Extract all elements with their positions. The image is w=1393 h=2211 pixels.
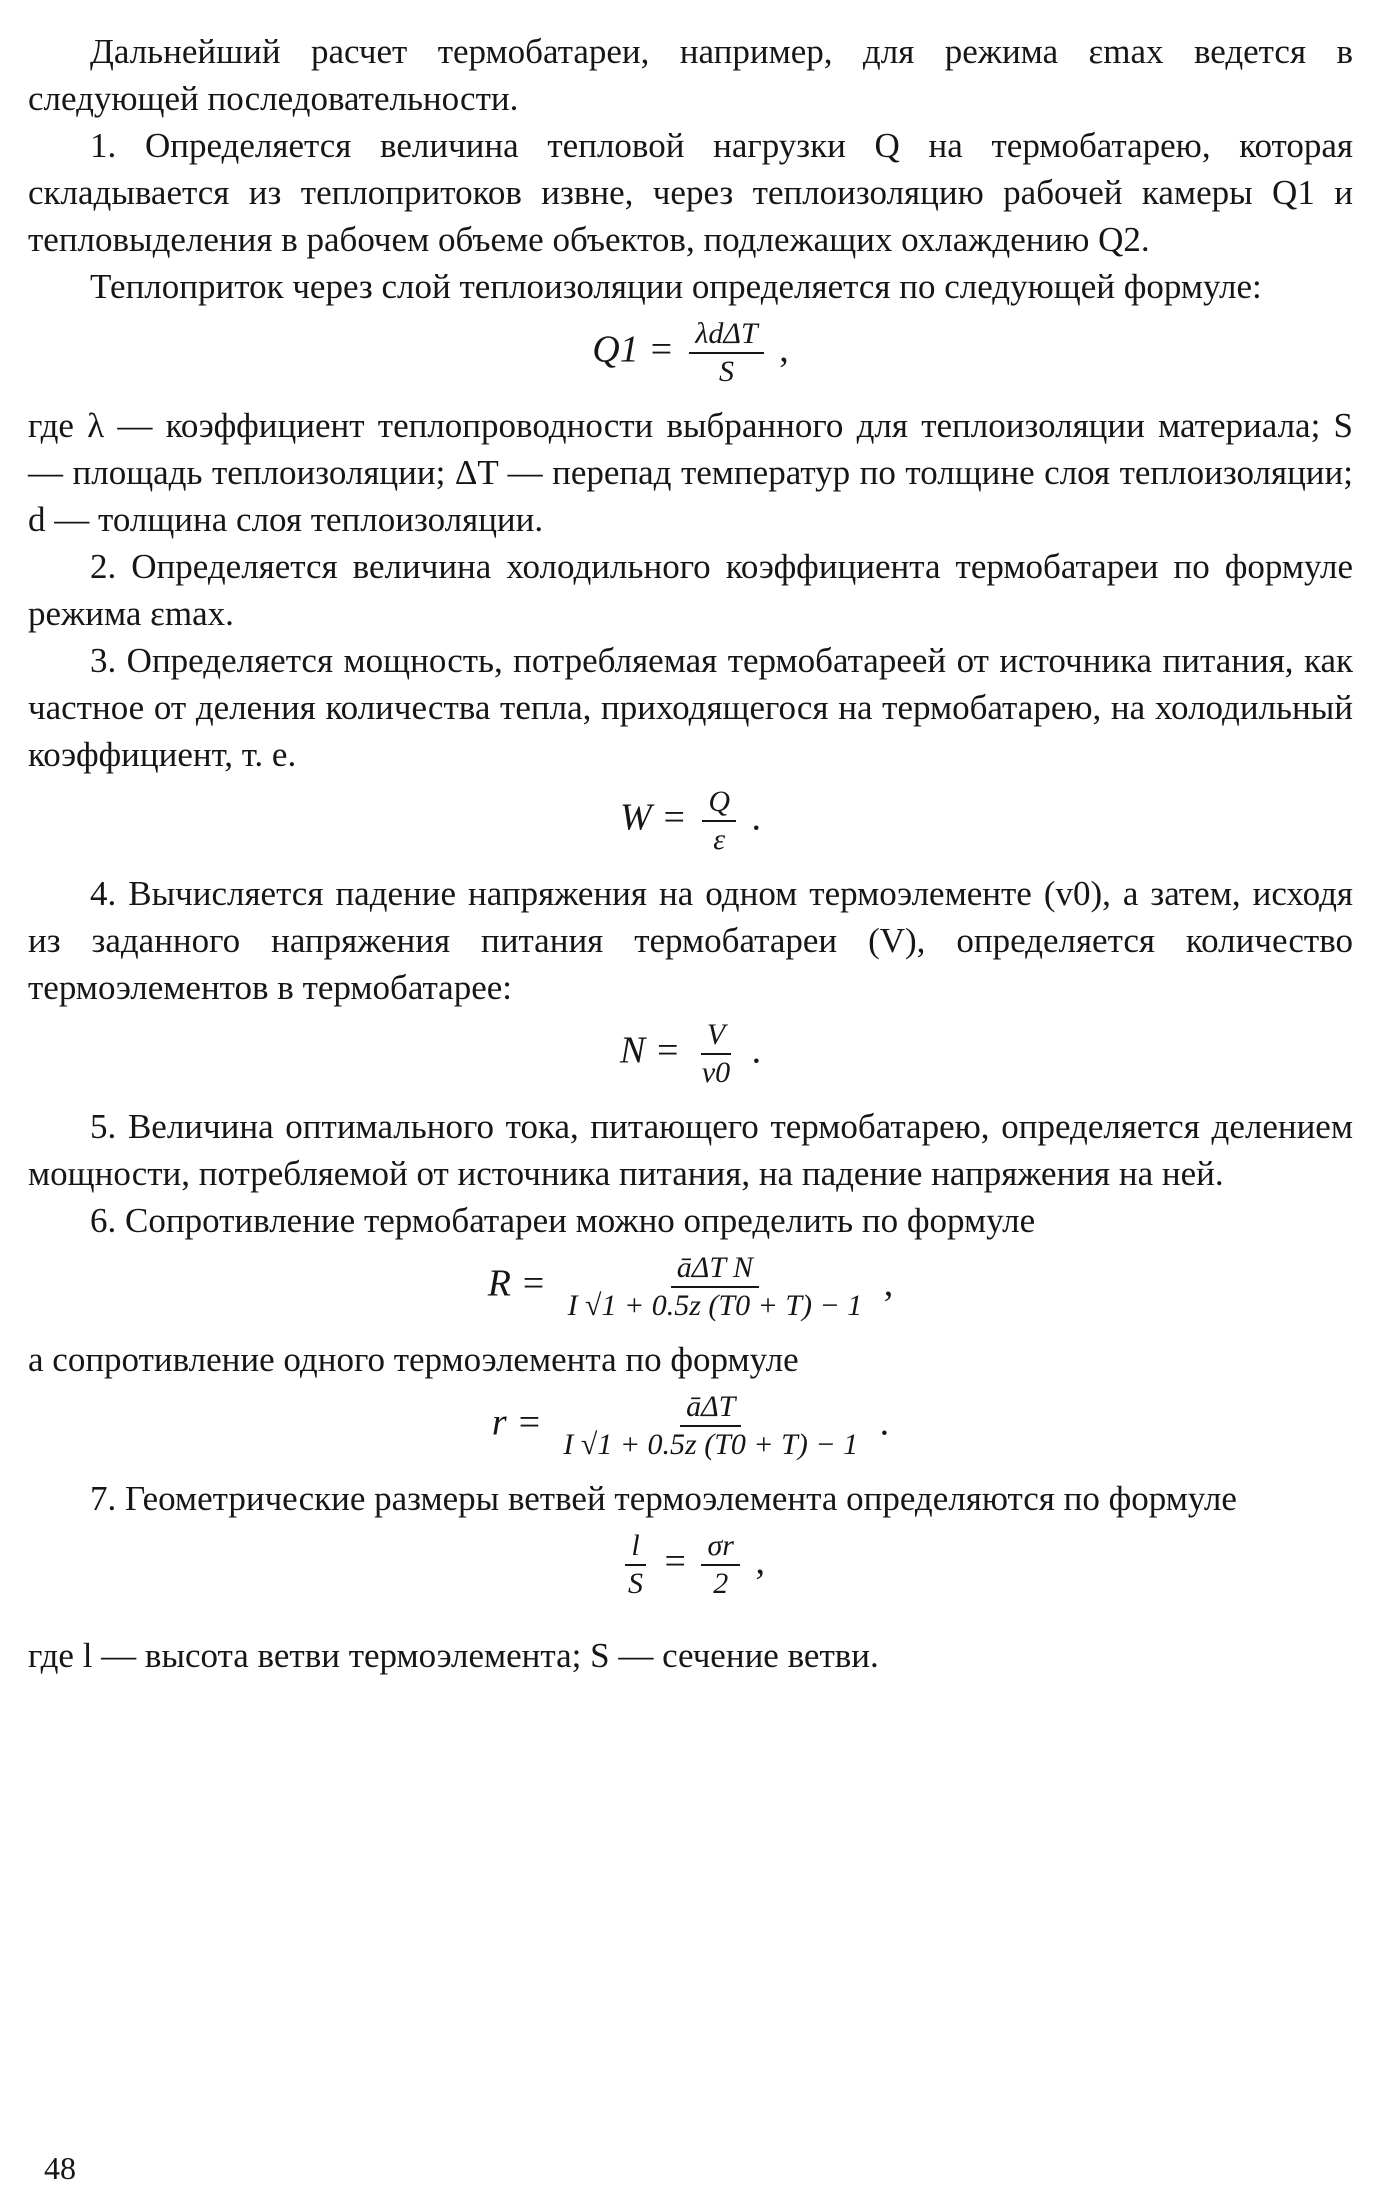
formula-ls-right-numerator: σr (701, 1528, 739, 1566)
formula-r-small-fraction (557, 1389, 864, 1463)
formula-w-tail: . (751, 796, 761, 839)
formula-r-small-denominator: I √1 + 0.5z (T0 + T) − 1 (563, 1428, 859, 1461)
page-number: 48 (44, 2150, 76, 2186)
formula-r-big-fraction (562, 1250, 869, 1324)
formula-r-big (28, 1250, 1353, 1324)
formula-n (28, 1017, 1353, 1091)
formula-n-denominator: v0 (701, 1056, 731, 1089)
formula-r-big-numerator: āΔT N (671, 1250, 759, 1288)
formula-q1-fraction (689, 316, 763, 390)
formula-q1-denominator: S (719, 355, 735, 388)
formula-ls (28, 1528, 1353, 1602)
formula-r-small (28, 1389, 1353, 1463)
formula-q1 (28, 316, 1353, 390)
formula-w-denominator: ε (713, 823, 726, 856)
paragraph-single-element: а сопротивление одного термоэлемента по формуле (28, 1340, 799, 1379)
formula-ls-left-numerator: l (625, 1528, 645, 1566)
paragraph-step-5: 5. Величина оптимального тока, питающего термобатарею, определяется делением мощности, потребляемой от источника питания, на падение напряжения на ней. (28, 1107, 1353, 1193)
formula-w-numerator: Q (702, 784, 736, 822)
formula-ls-left-fraction (622, 1528, 649, 1602)
formula-n-numerator: V (701, 1017, 731, 1055)
paragraph-step-3: 3. Определяется мощность, потребляемая термобатареей от источника питания, как частное от деления количества тепла, приходящегося на термобатарею, на холодильный коэффициент, т. е. (28, 641, 1353, 774)
paragraph-where-lambda: где λ — коэффициент теплопроводности выбранного для теплоизоляции материала; S — площадь теплоизоляции; ΔT — перепад температур по толщине слоя теплоизоляции; d — толщина слоя теплоизоляции. (28, 406, 1353, 539)
formula-ls-right-denominator: 2 (713, 1567, 729, 1600)
paragraph-where-l: где l — высота ветви термоэлемента; S — сечение ветви. (28, 1636, 879, 1675)
paragraph-heat-influx: Теплоприток через слой теплоизоляции определяется по следующей формуле: (90, 267, 1262, 306)
formula-ls-left-denominator: S (628, 1567, 644, 1600)
paragraph-step-4: 4. Вычисляется падение напряжения на одном термоэлементе (v0), а затем, исходя из заданного напряжения питания термобатареи (V), определяется количество термоэлементов в термобатарее: (28, 874, 1353, 1007)
formula-ls-equals: = (664, 1540, 686, 1583)
formula-r-big-denominator: I √1 + 0.5z (T0 + T) − 1 (567, 1289, 863, 1322)
formula-ls-right-fraction (701, 1528, 739, 1602)
formula-w (28, 784, 1353, 858)
paragraph-step-1: 1. Определяется величина тепловой нагрузки Q на термобатарею, которая складывается из теплопритоков извне, через теплоизоляцию рабочей камеры Q1 и тепловыделения в рабочем объеме объектов, подлежащих охлаждению Q2. (28, 126, 1353, 259)
paragraph-step-7: 7. Геометрические размеры ветвей термоэлемента определяются по формуле (90, 1479, 1237, 1518)
formula-q1-tail: , (779, 328, 789, 371)
formula-r-small-numerator: āΔT (680, 1389, 741, 1427)
formula-w-lhs: W = (620, 796, 687, 839)
paragraph-step-6: 6. Сопротивление термобатареи можно определить по формуле (90, 1201, 1036, 1240)
paragraph-intro: Дальнейший расчет термобатареи, например, для режима εmax ведется в следующей последовательности. (28, 32, 1353, 118)
formula-w-fraction (702, 784, 736, 858)
formula-n-tail: . (751, 1029, 762, 1072)
formula-q1-lhs: Q1 = (592, 328, 674, 371)
paragraph-step-2: 2. Определяется величина холодильного коэффициента термобатареи по формуле режима εmax. (28, 547, 1353, 633)
formula-ls-tail: , (755, 1540, 765, 1583)
formula-r-big-tail: , (883, 1262, 894, 1305)
formula-r-small-tail: . (879, 1401, 890, 1444)
formula-q1-numerator: λdΔT (689, 316, 763, 354)
formula-r-small-lhs: r = (491, 1401, 542, 1444)
formula-n-lhs: N = (619, 1029, 681, 1072)
formula-r-big-lhs: R = (487, 1262, 547, 1305)
formula-n-fraction (696, 1017, 736, 1091)
